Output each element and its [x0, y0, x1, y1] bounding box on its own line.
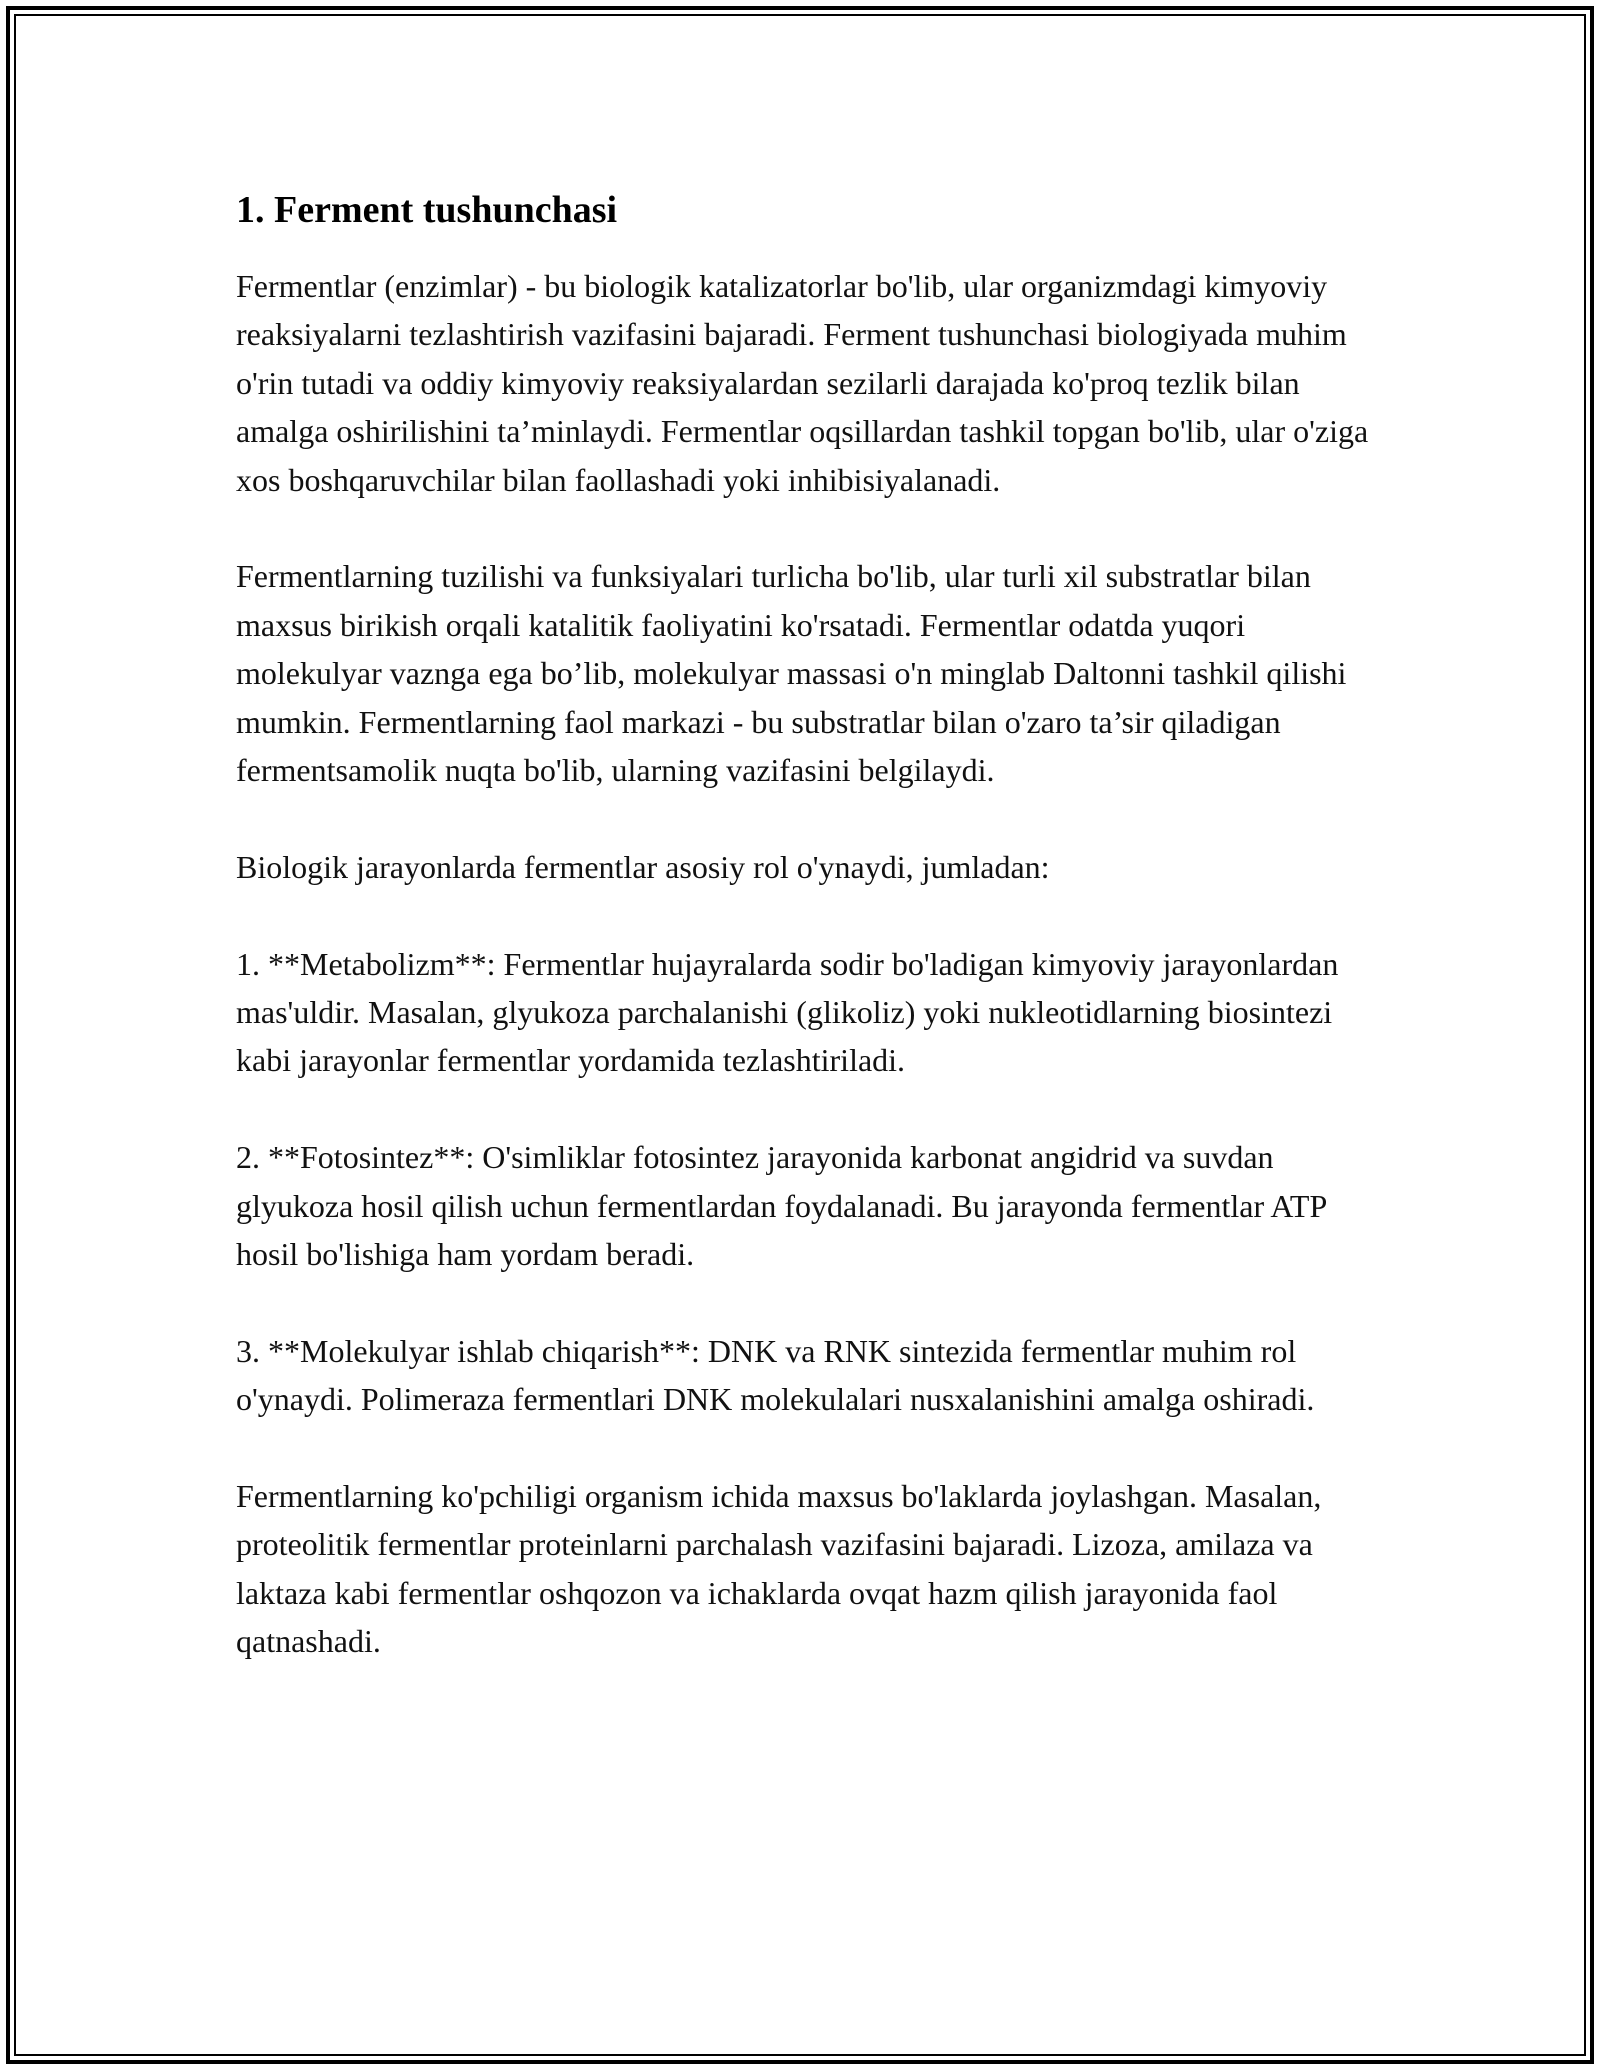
- list-item-molecular-production: 3. **Molekulyar ishlab chiqarish**: DNK va RNK sintezida fermentlar muhim rol o'ynaydi. Polimeraza fermentlari DNK molekulalari nusxalanishini amalga oshiradi.: [236, 1332, 1315, 1418]
- paragraph-roles-intro: Biologik jarayonlarda fermentlar asosiy rol o'ynaydi, jumladan:: [236, 848, 1050, 885]
- section-heading: 1. Ferment tushunchasi: [236, 189, 618, 231]
- list-item-metabolism: 1. **Metabolizm**: Fermentlar hujayralarda sodir bo'ladigan kimyoviy jarayonlardan mas'uldir. Masalan, glyukoza parchalanishi (glikoliz) yoki nukleotidlarning biosintezi kabi jarayonlar fermentlar yordamida tezlashtiriladi.: [236, 945, 1339, 1079]
- list-item-photosynthesis: 2. **Fotosintez**: O'simliklar fotosintez jarayonida karbonat angidrid va suvdan glyukoza hosil qilish uchun fermentlardan foydalanadi. Bu jarayonda fermentlar ATP hosil bo'lishiga ham yordam beradi.: [236, 1139, 1327, 1273]
- paragraph-intro: Fermentlar (enzimlar) - bu biologik katalizatorlar bo'lib, ular organizmdagi kimyoviy reaksiyalarni tezlashtirish vazifasini bajaradi. Ferment tushunchasi biologiyada muhim o'rin tutadi va oddiy kimyoviy reaksiyalardan sezilarli darajada ko'proq tezlik bilan amalga oshirilishini ta’minlaydi. Fermentlar oqsillardan tashkil topgan bo'lib, ular o'ziga xos boshqaruvchilar bilan faollashadi yoki inhibisiyalanadi.: [236, 268, 1369, 498]
- paragraph-digestive-enzymes: Fermentlarning ko'pchiligi organism ichida maxsus bo'laklarda joylashgan. Masalan, proteolitik fermentlar proteinlarni parchalash vazifasini bajaradi. Lizoza, amilaza va laktaza kabi fermentlar oshqozon va ichaklarda ovqat hazm qilish jarayonida faol qatnashadi.: [236, 1478, 1322, 1660]
- document-body: [236, 186, 1376, 1666]
- paragraph-structure: Fermentlarning tuzilishi va funksiyalari turlicha bo'lib, ular turli xil substratlar bilan maxsus birikish orqali katalitik faoliyatini ko'rsatadi. Fermentlar odatda yuqori molekulyar vaznga ega bo’lib, molekulyar massasi o'n minglab Daltonni tashkil qilishi mumkin. Fermentlarning faol markazi - bu substratlar bilan o'zaro ta’sir qiladigan fermentsamolik nuqta bo'lib, ularning vazifasini belgilaydi.: [236, 558, 1347, 789]
